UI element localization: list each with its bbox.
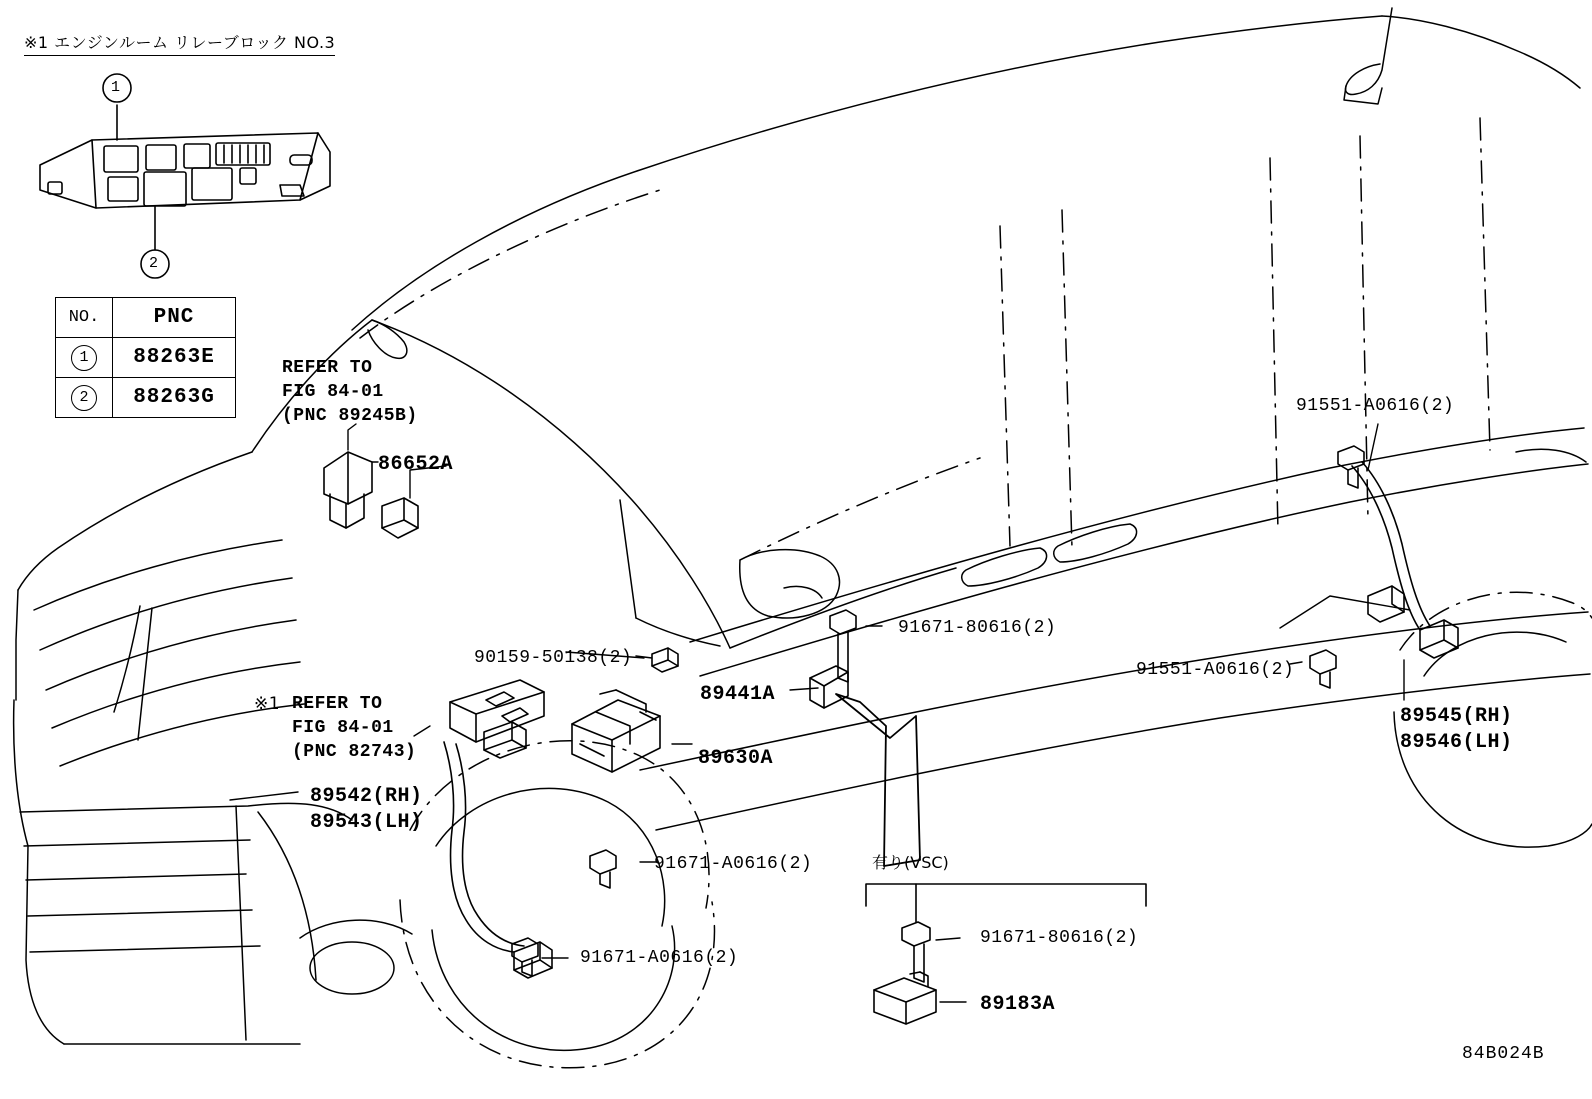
row-pnc-2: 88263G [113, 378, 236, 418]
part-label-89546-lh: 89546(LH) [1400, 731, 1513, 754]
bolt-90159-50138 [652, 648, 678, 672]
part-89183a-tpms-valve [874, 972, 936, 1024]
part-label-90159-50138: 90159-50138(2) [474, 648, 633, 668]
callout-number-2: 2 [149, 255, 159, 272]
part-label-89545-rh: 89545(RH) [1400, 705, 1513, 728]
part-82743-sensor [450, 680, 544, 742]
refer-to-fig-84-01-89245b: REFER TO FIG 84-01 (PNC 89245B) [282, 358, 418, 426]
refer-mark-82743: ※1 [254, 694, 281, 714]
part-86652a-horn [324, 452, 372, 528]
col-header-no: NO. [56, 298, 113, 338]
table-row [56, 338, 236, 378]
part-label-91551-a0616-rear-mid: 91551-A0616(2) [1136, 660, 1295, 680]
bolt-91551-a0616-rear-top [1338, 446, 1364, 488]
relay-block-illustration [40, 105, 330, 250]
row-no-2 [56, 378, 113, 418]
view-direction-arrow [836, 694, 920, 866]
part-label-89441a: 89441A [700, 683, 776, 706]
note-engine-room-relay-block: ※1 エンジンルーム リレーブロック NO.3 [24, 30, 335, 56]
vsc-bracket [866, 884, 1146, 922]
part-89542-wire-harness [444, 722, 552, 978]
part-label-91671-a0616-wheel: 91671-A0616(2) [654, 854, 813, 874]
part-label-91551-a0616-rear-top: 91551-A0616(2) [1296, 396, 1455, 416]
refer-to-fig-84-01-82743: REFER TO FIG 84-01 (PNC 82743) [292, 694, 417, 762]
part-label-89183a: 89183A [980, 993, 1056, 1016]
bolt-91551-a0616-rear-mid [1310, 650, 1336, 688]
bolt-91671-80616-mirror [830, 610, 856, 682]
table-header-row [56, 298, 236, 338]
part-89441a-sensor [810, 666, 848, 708]
part-label-91671-80616-vsc: 91671-80616(2) [980, 928, 1139, 948]
circled-number-1: 1 [71, 345, 97, 371]
vehicle-body-outline [14, 8, 1592, 1068]
part-label-89543-lh: 89543(LH) [310, 811, 423, 834]
part-label-89542-rh: 89542(RH) [310, 785, 423, 808]
pnc-reference-table [55, 297, 236, 418]
vsc-note-label: 有り(VSC) [872, 853, 949, 872]
part-label-91671-a0616-lower: 91671-A0616(2) [580, 948, 739, 968]
part-86652a-connector [382, 498, 418, 538]
circled-number-2: 2 [71, 385, 97, 411]
row-no-1 [56, 338, 113, 378]
callout-number-1: 1 [111, 79, 121, 96]
part-label-89630a: 89630A [698, 747, 774, 770]
figure-id: 84B024B [1462, 1044, 1545, 1064]
col-header-pnc: PNC [113, 298, 236, 338]
bolt-91671-a0616-wheel [590, 850, 616, 888]
table-row [56, 378, 236, 418]
row-pnc-1: 88263E [113, 338, 236, 378]
part-label-86652a: 86652A [378, 453, 454, 476]
part-label-91671-80616-mirror: 91671-80616(2) [898, 618, 1057, 638]
